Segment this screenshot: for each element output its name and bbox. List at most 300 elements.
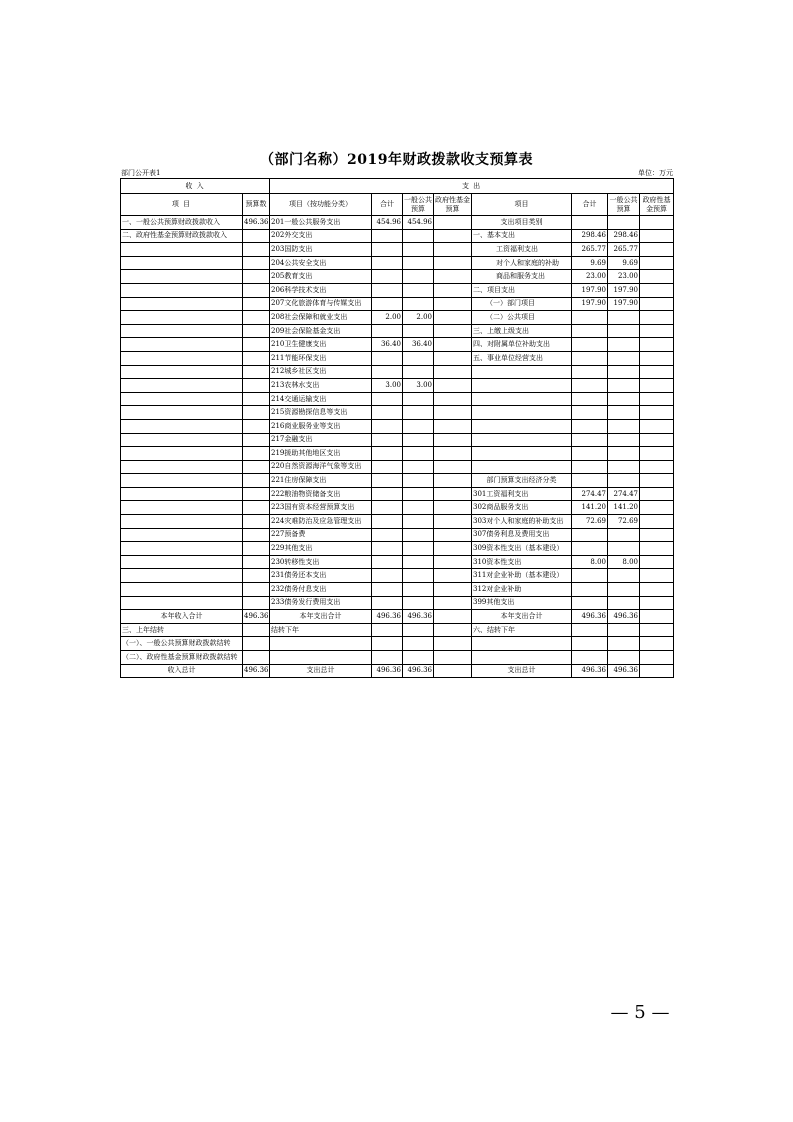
table-row [121, 406, 674, 420]
income-amount-cell [243, 637, 270, 651]
right-fund-cell [640, 637, 674, 651]
income-amount-cell [243, 515, 270, 529]
right-general-cell: 141.20 [608, 501, 640, 515]
right-general-cell: 72.69 [608, 515, 640, 529]
income-amount-cell [243, 419, 270, 433]
income-amount-cell [243, 283, 270, 297]
right-fund-cell [640, 270, 674, 284]
func-general-cell [403, 406, 434, 420]
right-item-cell [472, 392, 572, 406]
right-total-cell [572, 338, 608, 352]
table-row [121, 569, 674, 583]
income-item-cell [121, 270, 243, 284]
func-total-cell [372, 229, 403, 243]
func-item-cell: 229其他支出 [270, 542, 372, 556]
right-total-cell: 496.36 [572, 610, 608, 624]
func-item-cell: 217金融支出 [270, 433, 372, 447]
func-total-cell [372, 596, 403, 610]
right-general-cell: 23.00 [608, 270, 640, 284]
func-total-cell [372, 283, 403, 297]
income-item-cell [121, 297, 243, 311]
income-item-cell: 本年收入合计 [121, 610, 243, 624]
table-row [121, 351, 674, 365]
func-fund-cell [434, 447, 472, 461]
right-item-cell: 311对企业补助（基本建设） [472, 569, 572, 583]
func-general-cell: 3.00 [403, 379, 434, 393]
func-total-cell [372, 501, 403, 515]
income-item-cell [121, 555, 243, 569]
income-item-cell [121, 460, 243, 474]
right-total-cell: 298.46 [572, 229, 608, 243]
right-total-cell: 274.47 [572, 487, 608, 501]
table-row [121, 515, 674, 529]
income-amount-cell [243, 569, 270, 583]
income-item-cell [121, 501, 243, 515]
right-fund-cell [640, 256, 674, 270]
right-fund-cell [640, 392, 674, 406]
right-fund-cell [640, 216, 674, 230]
right-item-cell: 四、对附属单位补助支出 [472, 338, 572, 352]
table-row [121, 283, 674, 297]
func-general-cell [403, 297, 434, 311]
func-general-cell [403, 419, 434, 433]
table-row [121, 542, 674, 556]
right-total-cell [572, 351, 608, 365]
income-amount-cell [243, 324, 270, 338]
func-item-cell: 本年支出合计 [270, 610, 372, 624]
func-total-cell [372, 623, 403, 637]
right-fund-cell [640, 297, 674, 311]
func-item-cell: 203国防支出 [270, 243, 372, 257]
func-fund-cell [434, 501, 472, 515]
right-item-cell: 310资本性支出 [472, 555, 572, 569]
right-general-cell [608, 528, 640, 542]
right-fund-cell [640, 419, 674, 433]
func-general-cell [403, 229, 434, 243]
right-total-cell: 9.69 [572, 256, 608, 270]
income-item-cell: 二、政府性基金预算财政拨款收入 [121, 229, 243, 243]
func-total-cell [372, 324, 403, 338]
right-general-cell [608, 324, 640, 338]
func-total-cell [372, 460, 403, 474]
func-general-cell: 454.96 [403, 216, 434, 230]
right-general-cell [608, 623, 640, 637]
income-amount-cell [243, 392, 270, 406]
right-general-cell: 9.69 [608, 256, 640, 270]
right-total-cell [572, 569, 608, 583]
table-row [121, 419, 674, 433]
right-item-cell: 301工资福利支出 [472, 487, 572, 501]
table-row [121, 338, 674, 352]
func-total-cell [372, 297, 403, 311]
form-number: 部门公开表1 [121, 169, 161, 177]
right-total-cell [572, 637, 608, 651]
right-general-cell: 197.90 [608, 283, 640, 297]
func-total-cell [372, 651, 403, 665]
right-fund-cell [640, 460, 674, 474]
income-amount-cell [243, 243, 270, 257]
func-fund-cell [434, 270, 472, 284]
func-fund-cell [434, 474, 472, 488]
func-item-cell: 结转下年 [270, 623, 372, 637]
table-row [121, 596, 674, 610]
right-item-cell: 399其他支出 [472, 596, 572, 610]
right-general-cell [608, 651, 640, 665]
func-general-cell [403, 365, 434, 379]
right-fund-cell [640, 406, 674, 420]
income-item-cell: 一、一般公共预算财政拨款收入 [121, 216, 243, 230]
right-item-cell: 本年支出合计 [472, 610, 572, 624]
income-item-cell [121, 515, 243, 529]
func-fund-cell [434, 637, 472, 651]
func-item-cell: 211节能环保支出 [270, 351, 372, 365]
func-fund-cell [434, 515, 472, 529]
func-general-cell [403, 501, 434, 515]
income-amount-cell [243, 447, 270, 461]
right-item-cell [472, 406, 572, 420]
func-fund-cell [434, 419, 472, 433]
income-amount-cell [243, 256, 270, 270]
func-general-cell [403, 283, 434, 297]
func-fund-header: 政府性基金预算 [434, 194, 472, 216]
income-item-cell [121, 324, 243, 338]
func-total-cell: 496.36 [372, 610, 403, 624]
func-general-cell [403, 270, 434, 284]
income-amount-cell [243, 460, 270, 474]
func-fund-cell [434, 664, 472, 678]
right-total-cell [572, 596, 608, 610]
right-general-cell [608, 596, 640, 610]
func-total-cell: 496.36 [372, 664, 403, 678]
right-fund-cell [640, 433, 674, 447]
right-general-cell [608, 392, 640, 406]
income-item-cell: （二）、政府性基金预算财政拨款结转 [121, 651, 243, 665]
func-fund-cell [434, 256, 472, 270]
func-item-cell: 212城乡社区支出 [270, 365, 372, 379]
table-row [121, 433, 674, 447]
func-total-cell [372, 447, 403, 461]
func-item-cell: 224灾难防治及应急管理支出 [270, 515, 372, 529]
func-fund-cell [434, 379, 472, 393]
func-item-cell: 209社会保险基金支出 [270, 324, 372, 338]
right-total-cell [572, 651, 608, 665]
right-item-cell [472, 365, 572, 379]
func-fund-cell [434, 351, 472, 365]
right-item-cell: 六、结转下年 [472, 623, 572, 637]
func-item-cell: 215资源勘探信息等支出 [270, 406, 372, 420]
func-item-cell: 213农林水支出 [270, 379, 372, 393]
func-item-cell: 204公共安全支出 [270, 256, 372, 270]
func-total-cell [372, 270, 403, 284]
table-row [121, 528, 674, 542]
func-total-cell [372, 365, 403, 379]
right-fund-cell [640, 487, 674, 501]
income-item-cell [121, 365, 243, 379]
income-amount-cell: 496.36 [243, 664, 270, 678]
func-item-cell: 202外交支出 [270, 229, 372, 243]
func-total-cell [372, 637, 403, 651]
income-item-cell [121, 243, 243, 257]
right-total-cell [572, 324, 608, 338]
right-fund-cell [640, 610, 674, 624]
income-amount-cell [243, 583, 270, 597]
right-total-cell [572, 216, 608, 230]
func-item-cell: 233债务发行费用支出 [270, 596, 372, 610]
func-total-cell [372, 419, 403, 433]
func-item-cell: 216商业服务业等支出 [270, 419, 372, 433]
right-general-cell [608, 569, 640, 583]
income-item-cell: 三、上年结转 [121, 623, 243, 637]
func-general-cell [403, 528, 434, 542]
income-amount-cell [243, 229, 270, 243]
right-item-cell: 一、基本支出 [472, 229, 572, 243]
right-item-cell [472, 460, 572, 474]
func-total-cell [372, 569, 403, 583]
func-total-cell [372, 555, 403, 569]
right-total-cell: 8.00 [572, 555, 608, 569]
table-row [121, 365, 674, 379]
right-total-cell: 72.69 [572, 515, 608, 529]
right-item-cell: 302商品服务支出 [472, 501, 572, 515]
func-fund-cell [434, 392, 472, 406]
income-item-cell [121, 406, 243, 420]
income-item-cell [121, 338, 243, 352]
func-item-cell: 206科学技术支出 [270, 283, 372, 297]
func-fund-cell [434, 229, 472, 243]
func-general-cell [403, 392, 434, 406]
func-total-header: 合计 [372, 194, 403, 216]
func-fund-cell [434, 651, 472, 665]
func-total-cell: 454.96 [372, 216, 403, 230]
right-item-cell: （一）部门项目 [472, 297, 572, 311]
income-amount-cell [243, 651, 270, 665]
func-general-cell [403, 515, 434, 529]
func-item-cell: 230转移性支出 [270, 555, 372, 569]
right-total-cell [572, 447, 608, 461]
right-fund-cell [640, 283, 674, 297]
func-item-cell: 220自然资源海洋气象等支出 [270, 460, 372, 474]
func-item-header: 项目（按功能分类） [270, 194, 372, 216]
right-total-header: 合计 [572, 194, 608, 216]
table-row [121, 610, 674, 624]
income-item-cell [121, 351, 243, 365]
table-row [121, 216, 674, 230]
func-fund-cell [434, 216, 472, 230]
income-amount-cell [243, 555, 270, 569]
func-total-cell [372, 474, 403, 488]
income-item-cell [121, 379, 243, 393]
income-amount-cell: 496.36 [243, 216, 270, 230]
table-row [121, 623, 674, 637]
right-general-cell [608, 637, 640, 651]
income-header: 收 入 [121, 179, 270, 194]
income-amount-cell [243, 270, 270, 284]
income-amount-cell [243, 379, 270, 393]
table-row [121, 460, 674, 474]
func-item-cell: 210卫生健康支出 [270, 338, 372, 352]
func-total-cell: 2.00 [372, 311, 403, 325]
right-item-cell [472, 447, 572, 461]
right-total-cell [572, 379, 608, 393]
func-item-cell: 222粮油物资储备支出 [270, 487, 372, 501]
func-item-cell: 232债务付息支出 [270, 583, 372, 597]
right-fund-cell [640, 338, 674, 352]
func-total-cell [372, 243, 403, 257]
func-general-cell [403, 583, 434, 597]
table-row [121, 487, 674, 501]
func-total-cell: 3.00 [372, 379, 403, 393]
right-fund-cell [640, 324, 674, 338]
right-total-cell: 197.90 [572, 297, 608, 311]
right-total-cell: 141.20 [572, 501, 608, 515]
right-total-cell: 23.00 [572, 270, 608, 284]
right-general-header: 一般公共预算 [608, 194, 640, 216]
right-item-cell: 307债务利息及费用支出 [472, 528, 572, 542]
table-row [121, 637, 674, 651]
func-fund-cell [434, 243, 472, 257]
right-item-cell [472, 651, 572, 665]
income-item-cell [121, 542, 243, 556]
func-fund-cell [434, 610, 472, 624]
func-item-cell: 221住房保障支出 [270, 474, 372, 488]
right-total-cell [572, 365, 608, 379]
func-general-cell [403, 637, 434, 651]
table-row [121, 297, 674, 311]
func-general-header: 一般公共预算 [403, 194, 434, 216]
table-row [121, 501, 674, 515]
func-fund-cell [434, 433, 472, 447]
func-fund-cell [434, 311, 472, 325]
income-item-header: 项 目 [121, 194, 243, 216]
table-row [121, 243, 674, 257]
right-total-cell [572, 419, 608, 433]
right-general-cell [608, 379, 640, 393]
right-fund-cell [640, 623, 674, 637]
right-fund-cell [640, 664, 674, 678]
right-general-cell [608, 583, 640, 597]
func-fund-cell [434, 555, 472, 569]
func-total-cell [372, 406, 403, 420]
income-item-cell [121, 474, 243, 488]
func-fund-cell [434, 365, 472, 379]
func-item-cell [270, 651, 372, 665]
func-general-cell [403, 555, 434, 569]
func-item-cell: 231债务还本支出 [270, 569, 372, 583]
right-item-cell [472, 433, 572, 447]
income-amount-cell [243, 542, 270, 556]
right-item-cell [472, 379, 572, 393]
right-fund-cell [640, 501, 674, 515]
right-fund-header: 政府性基金预算 [640, 194, 674, 216]
income-amount-cell [243, 501, 270, 515]
right-total-cell [572, 460, 608, 474]
right-total-cell [572, 528, 608, 542]
right-fund-cell [640, 528, 674, 542]
right-item-cell: （二）公共项目 [472, 311, 572, 325]
income-amount-cell [243, 433, 270, 447]
table-row [121, 392, 674, 406]
income-item-cell [121, 487, 243, 501]
right-general-cell: 298.46 [608, 229, 640, 243]
right-fund-cell [640, 311, 674, 325]
func-total-cell [372, 392, 403, 406]
func-fund-cell [434, 623, 472, 637]
right-general-cell [608, 365, 640, 379]
income-amount-cell [243, 365, 270, 379]
income-budget-header: 预算数 [243, 194, 270, 216]
right-general-cell [608, 311, 640, 325]
income-amount-cell [243, 406, 270, 420]
func-total-cell [372, 515, 403, 529]
right-fund-cell [640, 569, 674, 583]
header-row-2 [121, 194, 674, 216]
income-item-cell: 收入总计 [121, 664, 243, 678]
right-general-cell [608, 406, 640, 420]
right-item-cell: 309资本性支出（基本建设） [472, 542, 572, 556]
unit-label: 单位：万元 [638, 169, 673, 177]
table-row [121, 474, 674, 488]
right-total-cell [572, 433, 608, 447]
func-general-cell [403, 256, 434, 270]
right-total-cell: 197.90 [572, 283, 608, 297]
table-row [121, 447, 674, 461]
right-item-cell: 工资福利支出 [472, 243, 572, 257]
func-fund-cell [434, 338, 472, 352]
right-total-cell: 496.36 [572, 664, 608, 678]
func-general-cell [403, 324, 434, 338]
right-general-cell: 8.00 [608, 555, 640, 569]
income-item-cell [121, 392, 243, 406]
page-title: （部门名称）2019年财政拨款收支预算表 [260, 152, 533, 168]
func-fund-cell [434, 583, 472, 597]
func-item-cell: 支出总计 [270, 664, 372, 678]
right-item-cell: 303对个人和家庭的补助支出 [472, 515, 572, 529]
right-item-cell: 部门预算支出经济分类 [472, 474, 572, 488]
right-total-cell [572, 311, 608, 325]
func-total-cell [372, 542, 403, 556]
func-general-cell [403, 447, 434, 461]
right-fund-cell [640, 379, 674, 393]
func-general-cell [403, 243, 434, 257]
budget-table [120, 178, 674, 678]
right-general-cell [608, 351, 640, 365]
func-general-cell [403, 623, 434, 637]
func-item-cell: 207文化旅游体育与传媒支出 [270, 297, 372, 311]
header-row-1 [121, 179, 674, 194]
right-fund-cell [640, 555, 674, 569]
right-fund-cell [640, 229, 674, 243]
page-number: — 5 — [610, 1002, 670, 1023]
func-fund-cell [434, 460, 472, 474]
income-item-cell [121, 419, 243, 433]
right-general-cell: 496.36 [608, 610, 640, 624]
right-general-cell [608, 433, 640, 447]
func-total-cell [372, 528, 403, 542]
right-total-cell [572, 542, 608, 556]
func-fund-cell [434, 596, 472, 610]
func-fund-cell [434, 542, 472, 556]
right-fund-cell [640, 542, 674, 556]
right-total-cell [572, 583, 608, 597]
income-item-cell [121, 433, 243, 447]
right-total-cell [572, 623, 608, 637]
right-item-cell: 312对企业补助 [472, 583, 572, 597]
income-item-cell [121, 311, 243, 325]
func-fund-cell [434, 406, 472, 420]
right-total-cell: 265.77 [572, 243, 608, 257]
right-item-cell: 支出项目类别 [472, 216, 572, 230]
func-item-cell: 205教育支出 [270, 270, 372, 284]
